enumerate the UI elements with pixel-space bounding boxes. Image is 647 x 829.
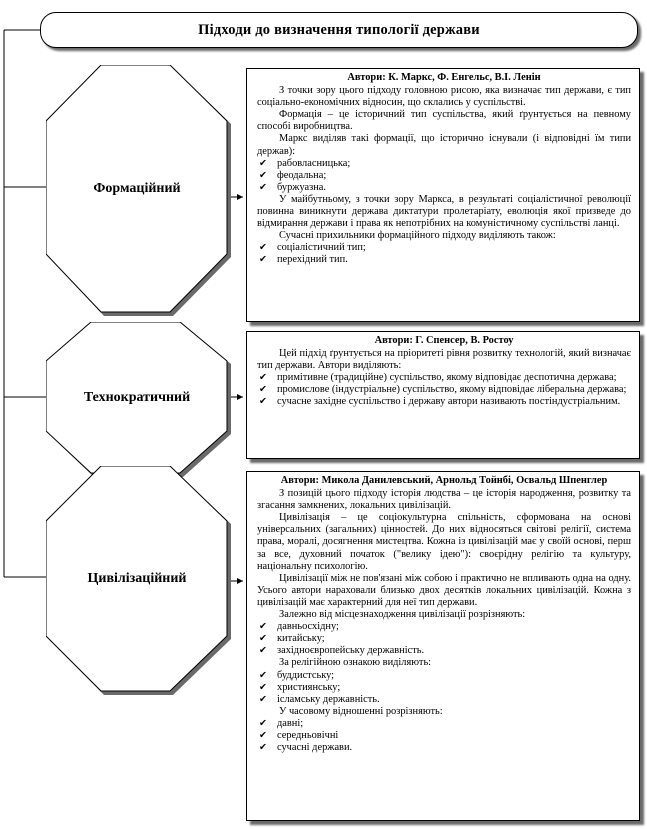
checklist-item: ✔ давньосхідну; (257, 621, 631, 633)
checklist-item: ✔ рабовласницька; (257, 158, 631, 170)
checklist (257, 242, 631, 266)
panel-body (257, 488, 631, 754)
approach-label: Формаційний (93, 181, 181, 196)
checklist-item: ✔ сучасне західне суспільство і державу автори називають постіндустріальним. (257, 396, 631, 408)
authors-line: Автори: К. Маркс, Ф. Енгельс, В.І. Ленін (347, 72, 541, 83)
checklist (257, 718, 631, 754)
checklist-item: ✔ християнську; (257, 682, 631, 694)
approach-technocratic (46, 322, 228, 474)
paragraph: Сучасні прихильники формаційного підходу виділяють також: (279, 230, 556, 242)
paragraph: З позицій цього підходу історія людства – це історія народження, розвитку та згасання замкнених, локальних цивілізацій. (257, 488, 631, 512)
paragraph: З точки зору цього підходу головною рисою, яка визначає тип держави, є тип соціально-економічних відносин, що склались у суспільстві. (257, 85, 631, 109)
paragraph: За релігійною ознакою виділяють: (279, 657, 432, 669)
diagram-title: Підходи до визначення типології держави (40, 12, 638, 48)
paragraph: Цивілізація – це соціокультурна спільність, сформована на основі універсальних (загальних) цінностей. До них відносяться світові релігії, система права, моралі, досягнення мистецтва. Кожна із цивілізацій має у своїй основі, перш за все, духовний початок ("велику ідею"): своєрідну релігію та культуру, національну психологію. (257, 512, 631, 572)
approach-civilizational (46, 466, 228, 692)
description-panel-technocratic (246, 331, 640, 459)
approach-formational (46, 65, 228, 313)
paragraph: Формація – це історичний тип суспільства, який ґрунтується на певному способі виробництва. (257, 109, 631, 133)
checklist-item: ✔ сучасні держави. (257, 742, 631, 754)
checklist-item: ✔ західноєвропейську державність. (257, 645, 631, 657)
checklist-item: ✔ феодальна; (257, 170, 631, 182)
approach-label: Технократичний (83, 390, 191, 405)
checklist-item: ✔ китайську; (257, 633, 631, 645)
checklist-item: ✔ примітивне (традиційне) суспільство, якому відповідає деспотична держава; (257, 372, 631, 384)
checklist-item: ✔ ісламську державність. (257, 694, 631, 706)
description-panel-civilizational (246, 471, 640, 821)
checklist-item: ✔ перехідний тип. (257, 254, 631, 266)
description-panel-formational (246, 68, 640, 322)
checklist (257, 372, 631, 408)
paragraph: Цивілізації між не пов'язані між собою і практично не впливають одна на одну. Усього автори нараховали близько двох десятків локальних цивілізацій. Кожна з цивілізацій має характерний для неї тип держави. (257, 572, 631, 608)
authors-line: Автори: Г. Спенсер, В. Ростоу (374, 335, 514, 346)
paragraph: У часовому відношенні розрізняють: (279, 705, 443, 717)
checklist-item: ✔ соціалістичний тип; (257, 242, 631, 254)
paragraph: Залежно від місцезнаходження цивілізації розрізняють: (279, 609, 526, 621)
paragraph: Цей підхід ґрунтується на пріоритеті рівня розвитку технологій, який визначає тип держави. Автори виділяють: (257, 348, 631, 372)
approach-label: Цивілізаційний (87, 571, 187, 586)
panel-body (257, 85, 631, 266)
checklist (257, 158, 631, 194)
authors-line: Автори: Микола Данилевський, Арнольд Тойнбі, Освальд Шпенглер (280, 475, 608, 486)
checklist-item: ✔ давні; (257, 718, 631, 730)
paragraph: Маркс виділяв такі формації, що історично існували (і відповідні їм типи держав): (257, 133, 631, 157)
checklist-item: ✔ буржуазна. (257, 182, 631, 194)
checklist-item: ✔ середньовічні (257, 730, 631, 742)
checklist (257, 621, 631, 657)
paragraph: У майбутньому, з точки зору Маркса, в результаті соціалістичної революції повинна виникнути держава диктатури пролетаріату, еволюція якої призведе до відмирання держави і права як непотрібних на комуністичному суспільстві ланці. (257, 193, 631, 230)
panel-body (257, 348, 631, 408)
checklist (257, 670, 631, 706)
checklist-item: ✔ промислове (індустріальне) суспільство, якому відповідає ліберальна держава; (257, 384, 631, 396)
checklist-item: ✔ буддистську; (257, 670, 631, 682)
